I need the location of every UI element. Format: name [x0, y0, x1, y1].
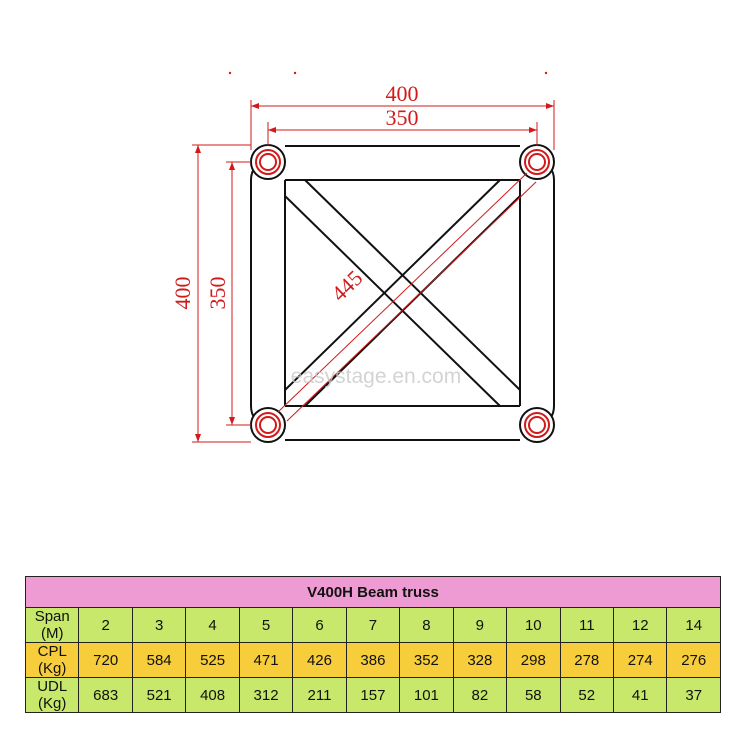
table-cell: 720	[79, 643, 132, 678]
table-cell: 211	[293, 678, 346, 713]
row-label: Span (M)	[26, 608, 79, 643]
table-cell: 328	[453, 643, 506, 678]
mark-dot	[294, 72, 296, 74]
mark-dot	[545, 72, 547, 74]
corner-tube-bottom-right	[520, 408, 554, 442]
table-cell: 584	[132, 643, 185, 678]
table-cell: 82	[453, 678, 506, 713]
table-cell: 7	[346, 608, 399, 643]
table-cell: 278	[560, 643, 613, 678]
dimension-lines	[192, 100, 554, 442]
table-cell: 58	[507, 678, 560, 713]
brace-b-edge-1	[285, 180, 500, 390]
table-cell: 9	[453, 608, 506, 643]
table-cell: 352	[400, 643, 453, 678]
corner-tube-top-left	[251, 145, 285, 179]
table-cell: 41	[613, 678, 666, 713]
table-cell: 386	[346, 643, 399, 678]
table-row-span	[26, 608, 721, 643]
load-table	[25, 576, 721, 713]
dim-label-diagonal: 445	[326, 265, 368, 307]
table-cell: 10	[507, 608, 560, 643]
table-cell: 4	[186, 608, 239, 643]
table-cell: 8	[400, 608, 453, 643]
dim-label-outer-width: 400	[385, 81, 419, 106]
table-cell: 12	[613, 608, 666, 643]
table-cell: 408	[186, 678, 239, 713]
table-cell: 3	[132, 608, 185, 643]
dim-label-inner-width: 350	[385, 105, 419, 130]
table-cell: 52	[560, 678, 613, 713]
table-cell: 683	[79, 678, 132, 713]
table-row-udl	[26, 678, 721, 713]
table-cell: 37	[667, 678, 721, 713]
table-title: V400H Beam truss	[26, 577, 721, 608]
table-cell: 426	[293, 643, 346, 678]
row-label: UDL (Kg)	[26, 678, 79, 713]
table-cell: 298	[507, 643, 560, 678]
row-label: CPL (Kg)	[26, 643, 79, 678]
corner-tube-top-right	[520, 145, 554, 179]
mark-dot	[229, 72, 231, 74]
table-cell: 276	[667, 643, 721, 678]
table-cell: 312	[239, 678, 292, 713]
dim-label-inner-height: 350	[205, 276, 230, 310]
table-cell: 11	[560, 608, 613, 643]
dim-label-outer-height: 400	[170, 276, 195, 310]
watermark: easystage.en.com	[290, 365, 462, 388]
table-cell: 6	[293, 608, 346, 643]
table-cell: 2	[79, 608, 132, 643]
table-cell: 274	[613, 643, 666, 678]
corner-tubes	[251, 145, 554, 442]
table-cell: 5	[239, 608, 292, 643]
table-cell: 14	[667, 608, 721, 643]
table-row-cpl	[26, 643, 721, 678]
table-cell: 525	[186, 643, 239, 678]
table-cell: 521	[132, 678, 185, 713]
table-cell: 471	[239, 643, 292, 678]
corner-tube-bottom-left	[251, 408, 285, 442]
table-cell: 101	[400, 678, 453, 713]
table-cell: 157	[346, 678, 399, 713]
